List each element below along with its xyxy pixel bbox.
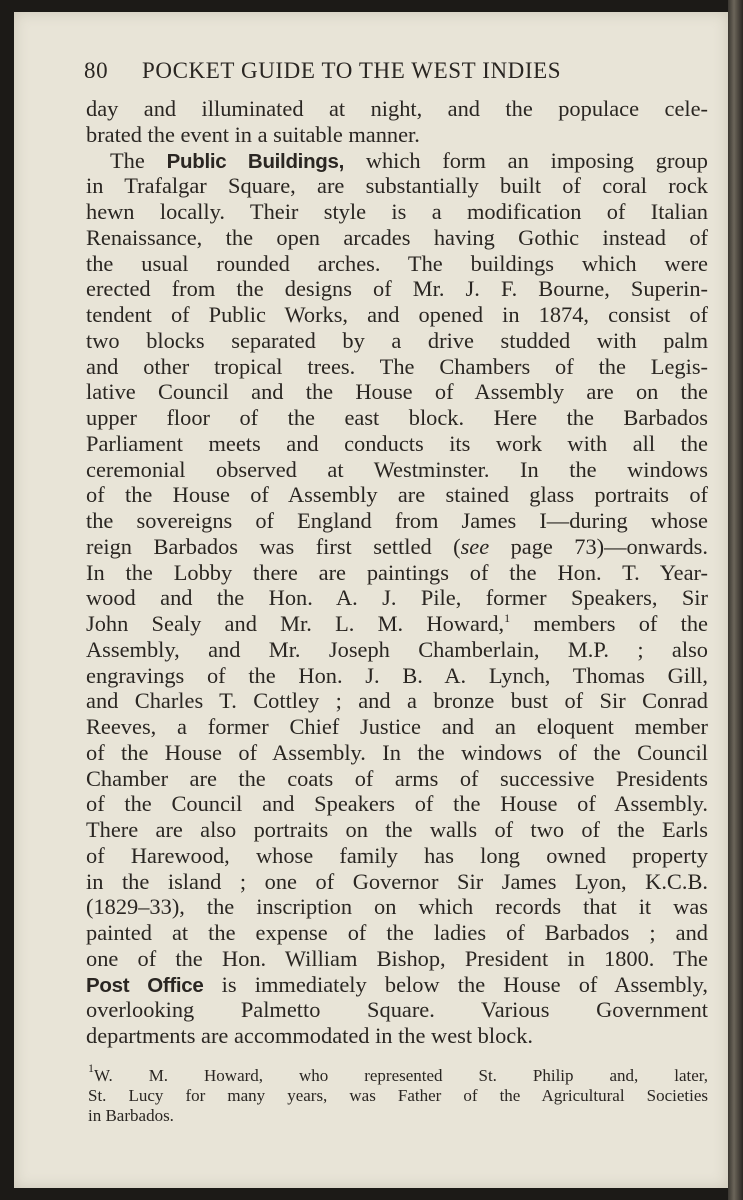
body-text (86, 96, 708, 1049)
heading-public-buildings: Public Buildings, (166, 149, 345, 173)
text-line: There are also portraits on the walls of two of the Earls (86, 817, 708, 842)
text-line: in the island ; one of Governor Sir James Lyon, K.C.B. (86, 868, 708, 894)
text-line: day and illuminated at night, and the populace cele- (86, 96, 708, 121)
footnote-line: in Barbados. (88, 1106, 174, 1125)
text-line: departments are accommodated in the west block. (86, 1023, 534, 1048)
text-line: brated the event in a suitable manner. (86, 121, 420, 147)
italic-see: see (460, 533, 490, 559)
text-line: Assembly, and Mr. Joseph Chamberlain, M.P. ; also (86, 636, 708, 662)
text-line: reign Barbados was first settled (see page 73)—onwards. (86, 533, 708, 559)
text-line: the sovereigns of England from James I—during whose (86, 508, 708, 533)
text-line: wood and the Hon. A. J. Pile, former Speakers, Sir (86, 585, 708, 611)
footnote-line: St. Lucy for many years, was Father of the Agricultural Societies (88, 1086, 708, 1105)
text-line: in Trafalgar Square, are substantially built of coral rock (86, 173, 708, 199)
text-line: the usual rounded arches. The buildings which were (86, 250, 708, 276)
text-line: John Sealy and Mr. L. M. Howard,$^1$ members of the (86, 611, 708, 636)
text-line: of Harewood, whose family has long owned property (86, 842, 708, 868)
text-line: of the House of Assembly. In the windows of the Council (86, 739, 708, 765)
text-line: one of the Hon. William Bishop, President in 1800. The (86, 945, 708, 971)
footnote-ref: 1 (504, 611, 511, 625)
text-line: and other tropical trees. The Chambers of the Legis- (86, 353, 708, 379)
text-line: The Public Buildings, which form an imposing group (110, 147, 708, 173)
text-line: upper floor of the east block. Here the Barbados (86, 405, 708, 430)
text-line: erected from the designs of Mr. J. F. Bourne, Superin- (86, 276, 708, 302)
page-edge (728, 0, 743, 1200)
text-line: of the House of Assembly are stained glass portraits of (86, 482, 708, 508)
text-line: of the Council and Speakers of the House of Assembly. (86, 791, 708, 817)
footnote-line: $^1$W. M. Howard, who represented St. Philip and, later, (88, 1061, 708, 1085)
page-number: 80 (84, 58, 109, 83)
text-line: (1829–33), the inscription on which records that it was (86, 894, 708, 920)
text-line: ceremonial observed at Westminster. In the windows (86, 456, 708, 482)
text-line: Reeves, a former Chief Justice and an eloquent member (86, 714, 708, 739)
text-line: two blocks separated by a drive studded with palm (86, 327, 708, 353)
text-line: Post Office is immediately below the House of Assembly, (86, 971, 708, 997)
text-line: painted at the expense of the ladies of Barbados ; and (86, 920, 708, 945)
text-line: engravings of the Hon. J. B. A. Lynch, Thomas Gill, (86, 662, 708, 688)
text-line: Chamber are the coats of arms of successive Presidents (86, 765, 708, 791)
text-line: overlooking Palmetto Square. Various Government (86, 997, 708, 1023)
footnote (88, 1061, 708, 1126)
text-line: Renaissance, the open arcades having Gothic instead of (86, 224, 708, 250)
heading-post-office: Post Office (86, 973, 204, 997)
text-line: lative Council and the House of Assembly are on the (86, 379, 708, 405)
text-line: tendent of Public Works, and opened in 1874, consist of (86, 302, 708, 327)
running-header (84, 58, 654, 84)
text-line: Parliament meets and conducts its work with all the (86, 430, 708, 456)
text-line: hewn locally. Their style is a modification of Italian (86, 199, 708, 224)
footnote-marker: 1 (88, 1061, 94, 1075)
text-line: and Charles T. Cottley ; and a bronze bust of Sir Conrad (86, 688, 708, 714)
running-title: POCKET GUIDE TO THE WEST INDIES (142, 58, 562, 83)
text-line: In the Lobby there are paintings of the Hon. T. Year- (86, 559, 708, 585)
